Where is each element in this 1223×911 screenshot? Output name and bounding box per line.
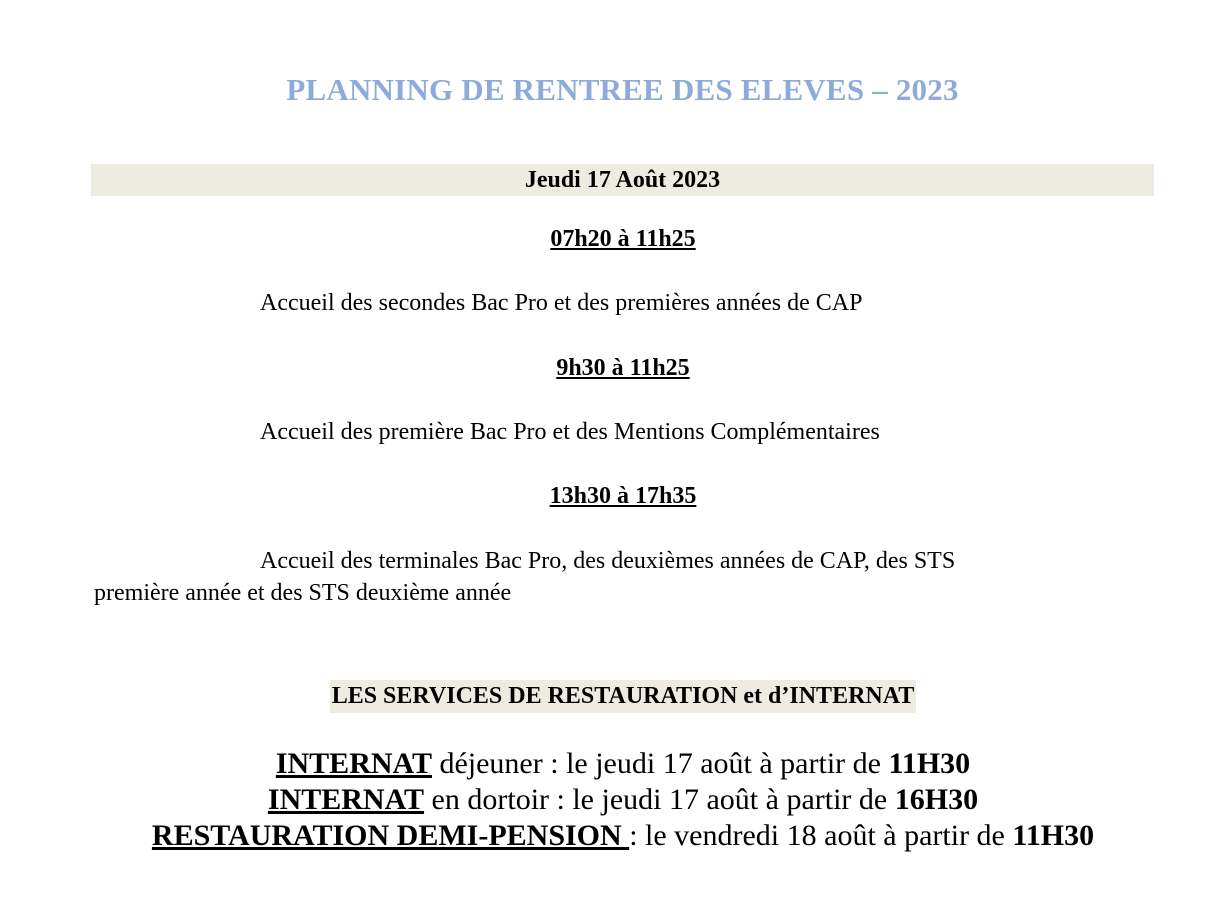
session-description: Accueil des première Bac Pro et des Mentions Complémentaires [260,419,880,445]
service-time: 11H30 [1012,819,1095,852]
services-section [0,680,1223,713]
service-label: INTERNAT [267,783,425,816]
session-description: Accueil des terminales Bac Pro, des deuxièmes années de CAP, des STS [260,548,956,574]
session-description: Accueil des secondes Bac Pro et des premières années de CAP [260,290,863,316]
service-time: 11H30 [888,747,971,780]
session-time: 9h30 à 11h25 [556,355,690,381]
service-text: déjeuner : le jeudi 17 août à partir de [431,747,889,780]
service-text: : le vendredi 18 août à partir de [629,819,1013,852]
service-line-internat-lunch [0,746,1223,782]
session-time: 13h30 à 17h35 [549,483,697,509]
services-heading: LES SERVICES DE RESTAURATION et d’INTERNAT [330,680,917,713]
page-title: PLANNING DE RENTREE DES ELEVES – 2023 [286,72,959,107]
session-description-continued: première année et des STS deuxième année [94,580,512,606]
service-label: RESTAURATION DEMI-PENSION [151,819,630,852]
service-line-internat-dorm [0,782,1223,818]
service-line-restauration [0,818,1223,854]
date-heading: Jeudi 17 Août 2023 [91,164,1154,196]
session-time: 07h20 à 11h25 [550,226,696,252]
service-time: 16H30 [894,783,979,816]
service-text: en dortoir : le jeudi 17 août à partir de [424,783,895,816]
service-label: INTERNAT [275,747,432,780]
